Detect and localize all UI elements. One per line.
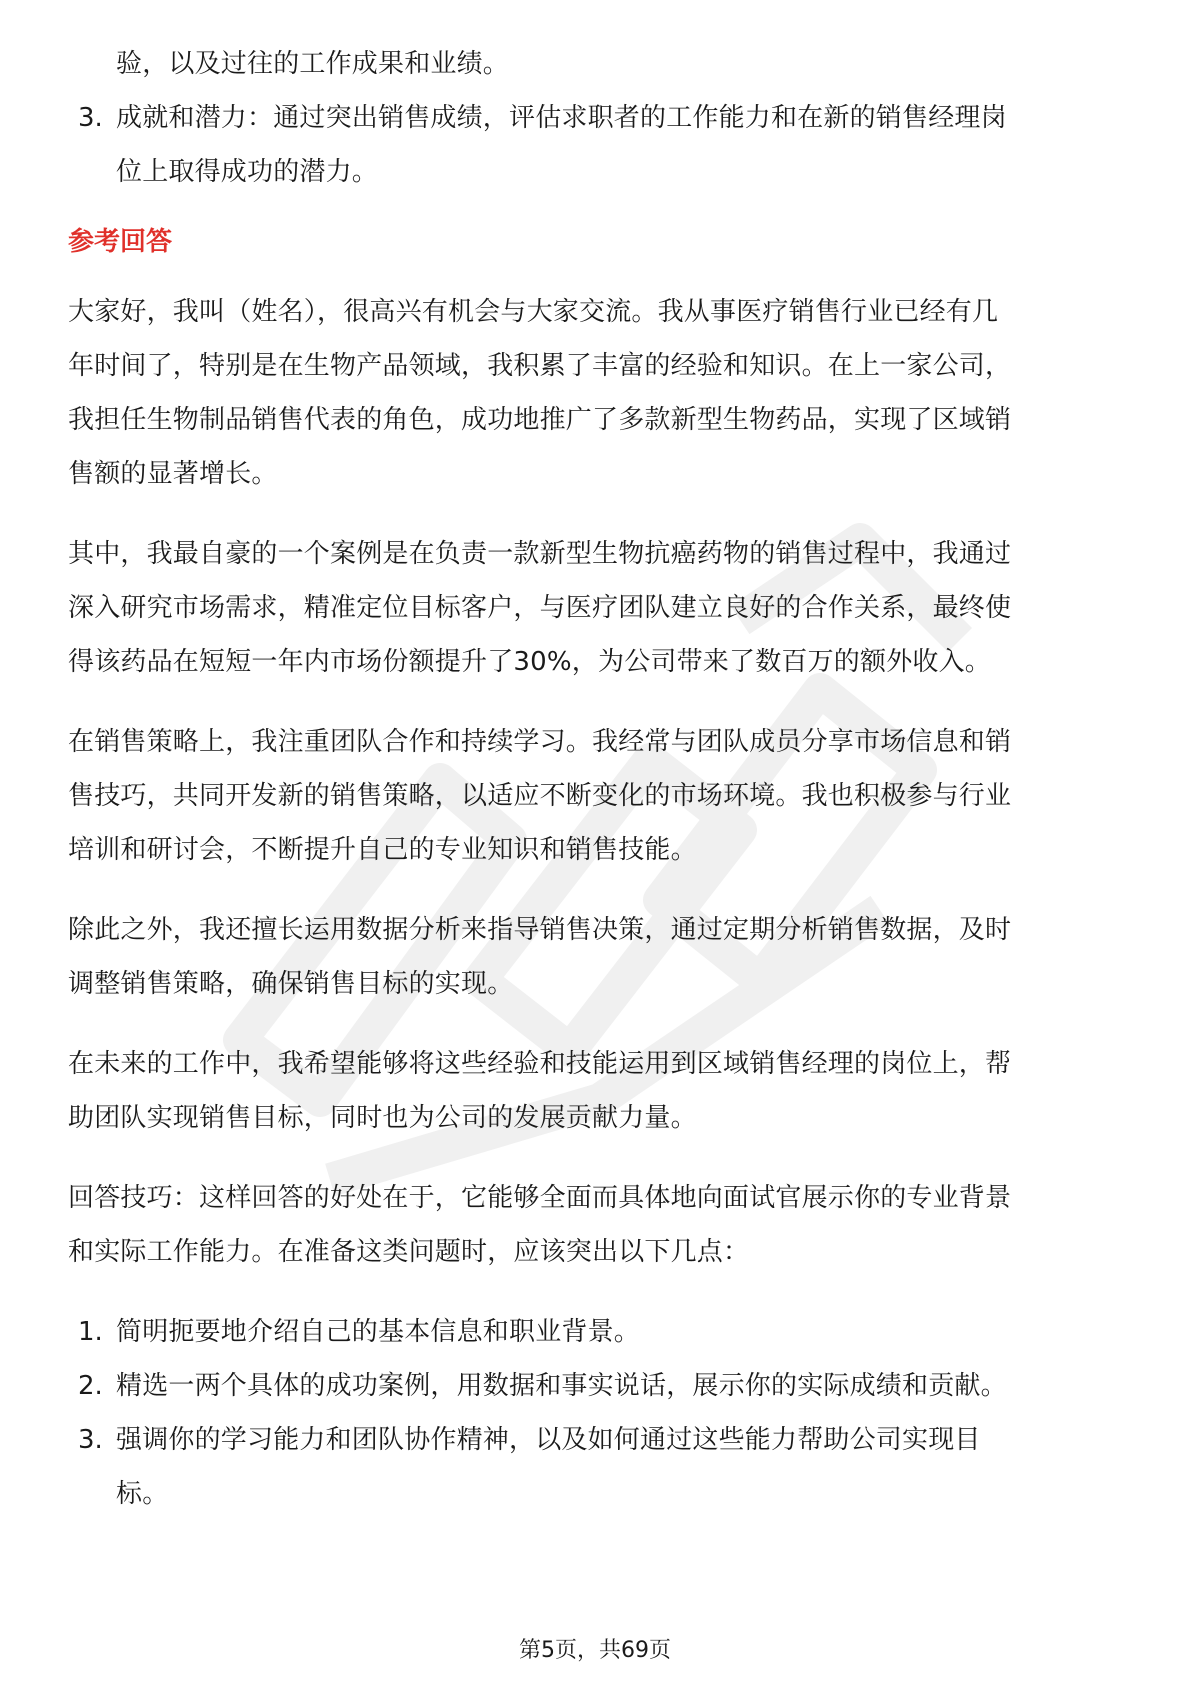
paragraph-line: 培训和研讨会，不断提升自己的专业知识和销售技能。 (68, 835, 697, 865)
paragraph-line: 我担任生物制品销售代表的角色，成功地推广了多款新型生物药品，实现了区域销 (68, 405, 1012, 435)
paragraph-line: 深入研究市场需求，精准定位目标客户，与医疗团队建立良好的合作关系，最终使 (68, 593, 1012, 623)
paragraph-line: 其中，我最自豪的一个案例是在负责一款新型生物抗癌药物的销售过程中，我通过 (68, 539, 1012, 569)
list-item-text: 位上取得成功的潜力。 (116, 157, 379, 187)
list-number: 1. (78, 1317, 103, 1347)
paragraph-line: 在未来的工作中，我希望能够将这些经验和技能运用到区域销售经理的岗位上，帮 (68, 1049, 1012, 1079)
list-number: 3. (78, 103, 103, 133)
list-item-text: 成就和潜力：通过突出销售成绩，评估求职者的工作能力和在新的销售经理岗 (116, 103, 1007, 133)
paragraph-line: 售技巧，共同开发新的销售策略，以适应不断变化的市场环境。我也积极参与行业 (68, 781, 1012, 811)
paragraph-line: 得该药品在短短一年内市场份额提升了30%，为公司带来了数百万的额外收入。 (68, 647, 991, 677)
paragraph-line: 调整销售策略，确保销售目标的实现。 (68, 969, 514, 999)
list-item-text: 标。 (116, 1479, 169, 1509)
paragraph-line: 除此之外，我还擅长运用数据分析来指导销售决策，通过定期分析销售数据，及时 (68, 915, 1012, 945)
page-footer: 第5页，共69页 (519, 1638, 671, 1663)
list-item-text: 强调你的学习能力和团队协作精神，以及如何通过这些能力帮助公司实现目 (116, 1425, 981, 1455)
paragraph-line: 助团队实现销售目标，同时也为公司的发展贡献力量。 (68, 1103, 697, 1133)
paragraph-line: 和实际工作能力。在准备这类问题时，应该突出以下几点： (68, 1237, 750, 1267)
paragraph-line: 在销售策略上，我注重团队合作和持续学习。我经常与团队成员分享市场信息和销 (68, 727, 1012, 757)
list-item-text: 简明扼要地介绍自己的基本信息和职业背景。 (116, 1317, 641, 1347)
paragraph-line: 售额的显著增长。 (68, 459, 278, 489)
list-item-text: 精选一两个具体的成功案例，用数据和事实说话，展示你的实际成绩和贡献。 (116, 1371, 1007, 1401)
paragraph-line: 大家好，我叫（姓名），很高兴有机会与大家交流。我从事医疗销售行业已经有几 (68, 297, 999, 327)
paragraph-line: 年时间了，特别是在生物产品领域，我积累了丰富的经验和知识。在上一家公司， (68, 351, 1012, 381)
list-number: 2. (78, 1371, 103, 1401)
section-heading: 参考回答 (68, 227, 173, 257)
list-item-continuation: 验，以及过往的工作成果和业绩。 (116, 49, 510, 79)
paragraph-line: 回答技巧：这样回答的好处在于，它能够全面而具体地向面试官展示你的专业背景 (68, 1183, 1012, 1213)
list-number: 3. (78, 1425, 103, 1455)
